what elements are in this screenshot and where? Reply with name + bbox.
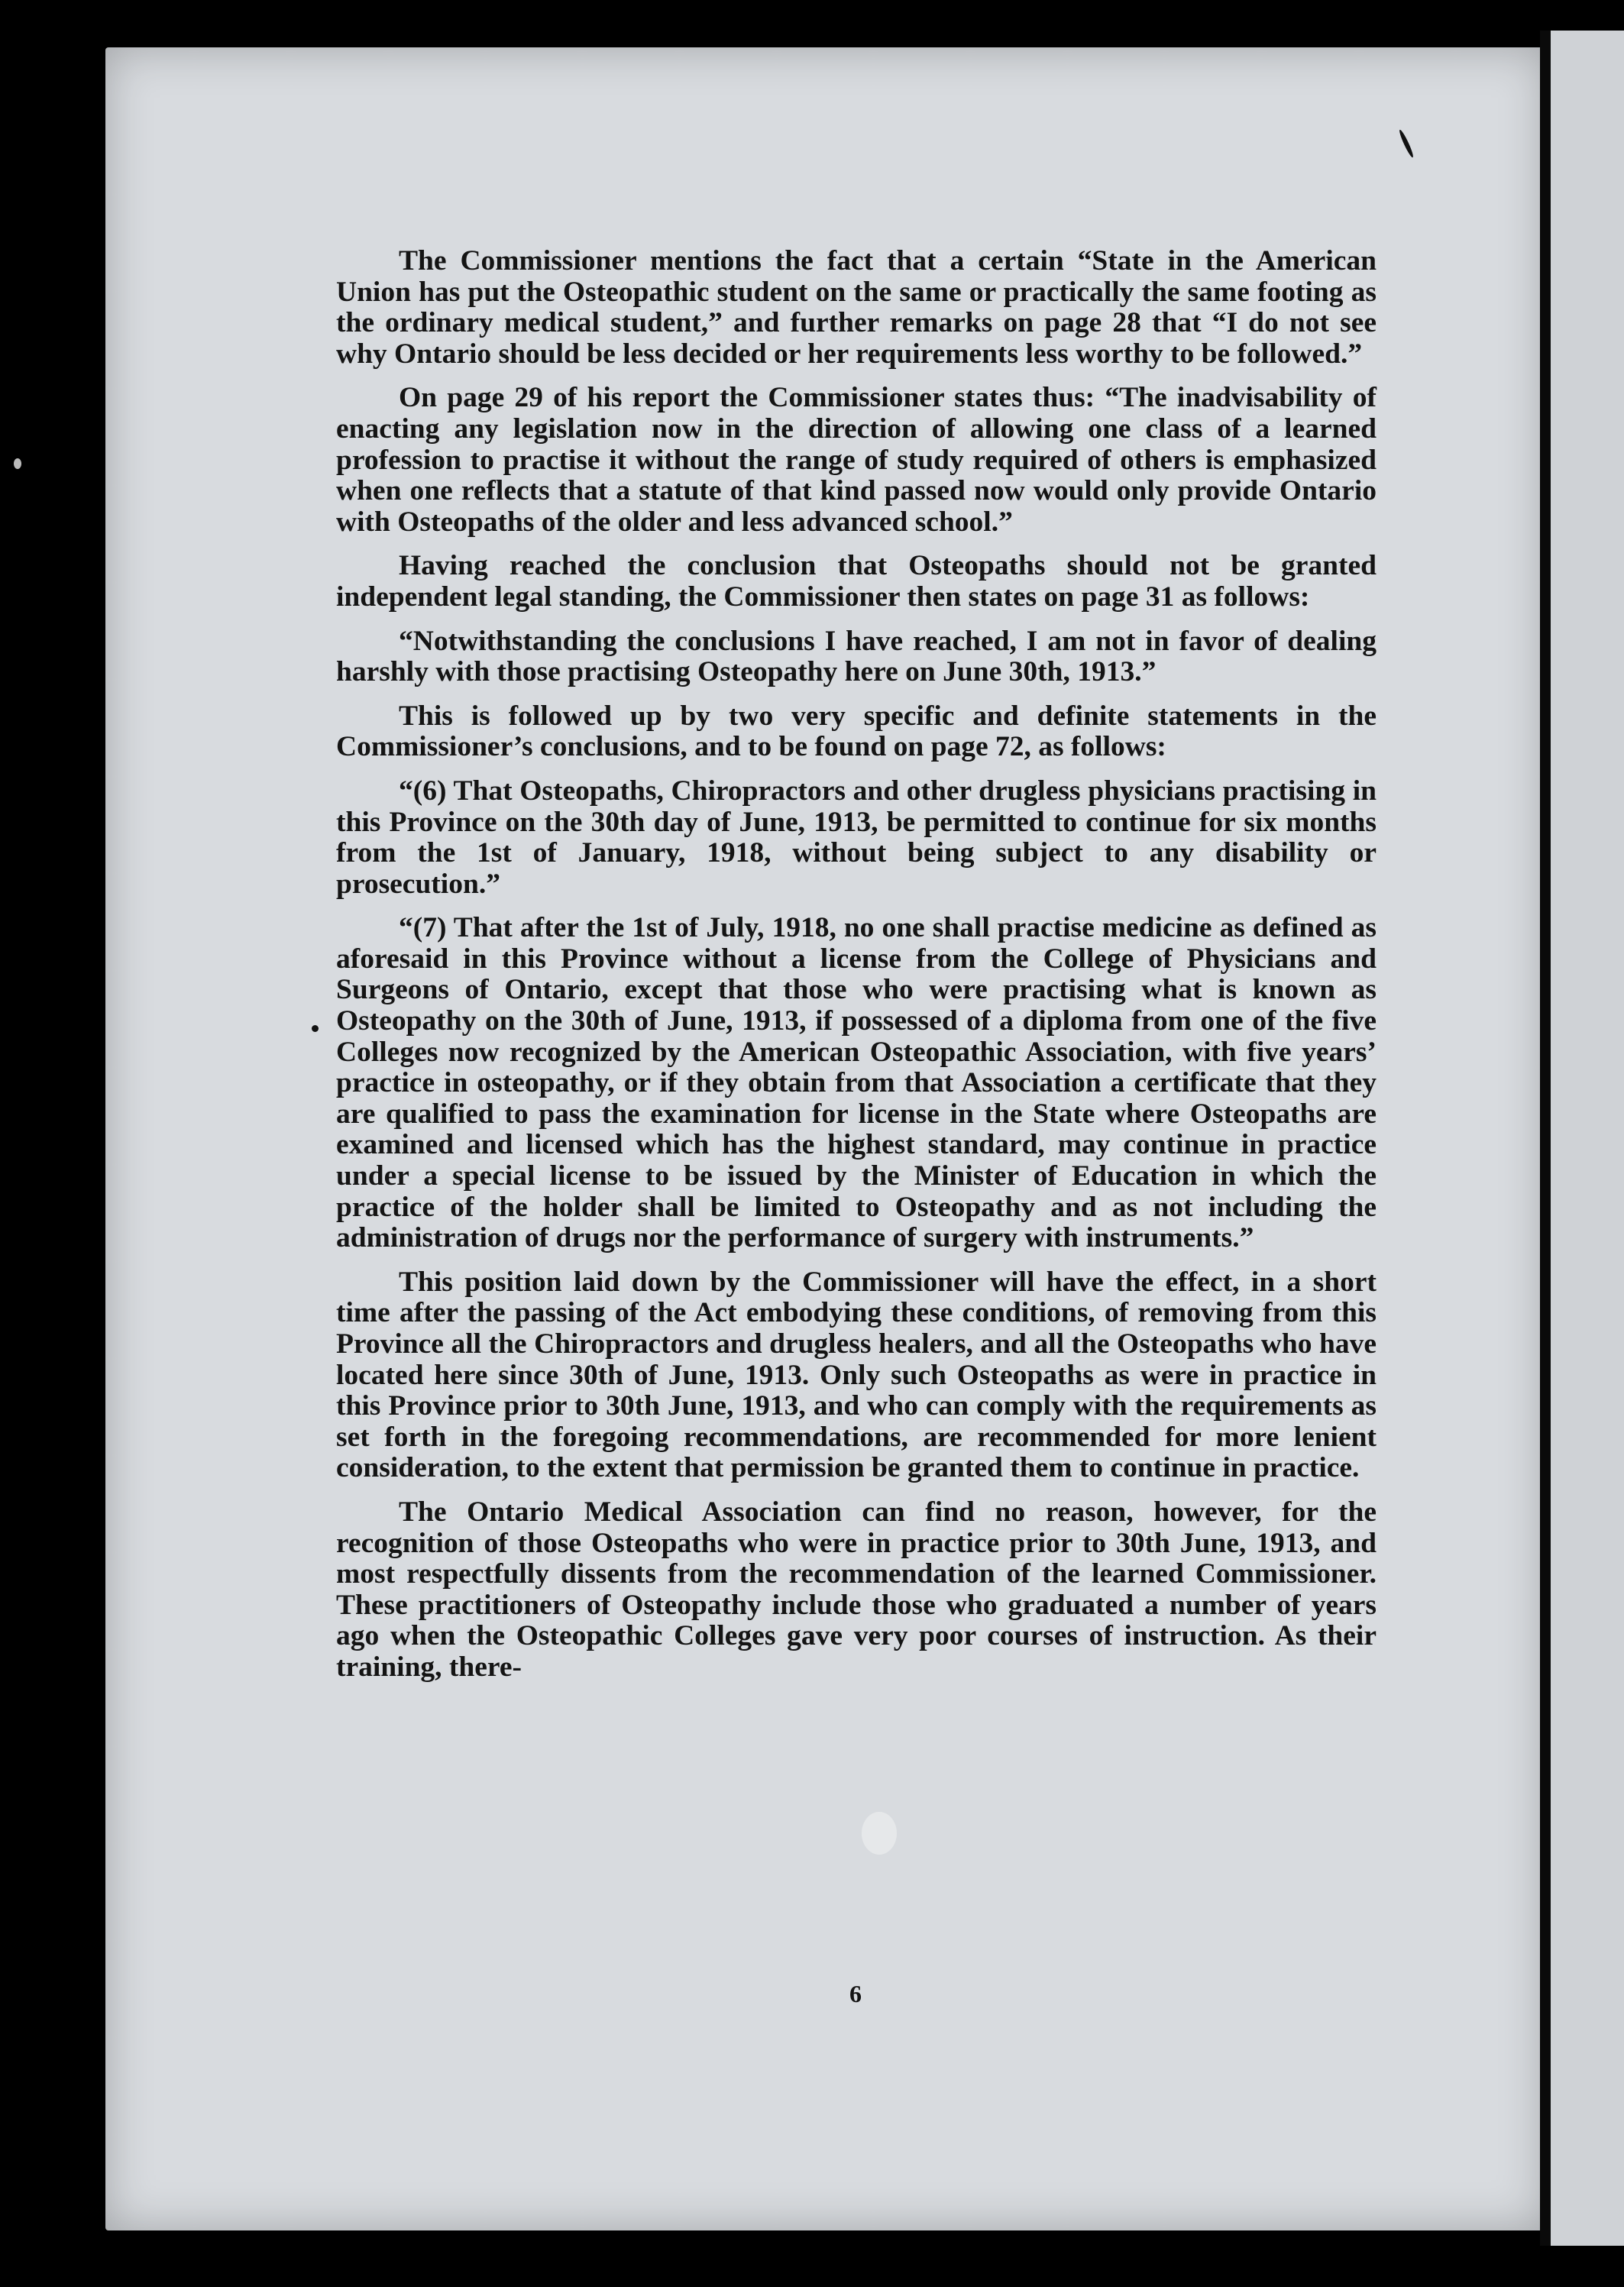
page-number: 6 bbox=[849, 1980, 862, 2007]
paragraph-position-effect: This position laid down by the Commissioner will have the effect, in a short time after the passing of the Act embodying these conditions, of removing from this Province all the Chiropractors and drugless healers, and all the Osteopaths who have located here since 30th of June, 1913. Only such Osteopaths as were in practice in this Province prior to 30th June, 1913, and who can comply with the requirements as set forth in the foregoing recommendations, are recommended for more lenient consideration, to the extent that permission be granted them to continue in practice. bbox=[336, 1266, 1377, 1484]
paragraph-specific-statements: This is followed up by two very specific and definite statements in the Commissioner’s conclusions, and to be found on page 72, as follows: bbox=[336, 700, 1377, 763]
paragraph-page-29-report: On page 29 of his report the Commissioner states thus: “The inadvisability of enacting any legislation now in the direction of allowing one class of a learned profession to practise it without the range of study required of others is emphasized when one reflects that a statute of that kind passed now would only provide Ontario with Osteopaths of the older and less advanced school.” bbox=[336, 382, 1377, 538]
scan-artifact bbox=[14, 458, 21, 469]
page-gutter bbox=[1540, 31, 1551, 2246]
paragraph-quote-notwithstanding: “Notwithstanding the conclusions I have reached, I am not in favor of dealing harshly with those practising Osteopathy here on June 30th, 1913.” bbox=[336, 625, 1377, 688]
scan-artifact bbox=[312, 1025, 319, 1032]
paragraph-commissioner-mentions: The Commissioner mentions the fact that a certain “State in the American Union has put the Osteopathic student on the same or practically the same footing as the ordinary medical student,” and further remarks on page 28 that “I do not see why Ontario should be less decided or her requirements less worthy to be followed.” bbox=[336, 245, 1377, 370]
paragraph-medical-association: The Ontario Medical Association can find no reason, however, for the recognition of those Osteopaths who were in practice prior to 30th June, 1913, and most respectfully dissents from the recommendation of the learned Commissioner. These practitioners of Osteopathy include those who graduated a number of years ago when the Osteopathic Colleges gave very poor courses of instruction. As their training, there- bbox=[336, 1496, 1377, 1683]
body-text bbox=[336, 246, 1377, 1697]
scan-artifact bbox=[862, 1812, 897, 1855]
adjacent-page-edge bbox=[1551, 31, 1624, 2246]
paragraph-conclusion-6: “(6) That Osteopaths, Chiropractors and other drugless physicians practising in this Province on the 30th day of June, 1913, be permitted to continue for six months from the 1st of January, 1918, without being subject to any disability or prosecution.” bbox=[336, 775, 1377, 900]
paragraph-conclusion-7: “(7) That after the 1st of July, 1918, no one shall practise medicine as defined as aforesaid in this Province without a license from the College of Physicians and Surgeons of Ontario, except that those who were practising what is known as Osteopathy on the 30th of June, 1913, if possessed of a diploma from one of the five Colleges now recognized by the American Osteopathic Association, with five years’ practice in osteopathy, or if they obtain from that Association a certificate that they are qualified to pass the examination for license in the State where Osteopaths are examined and licensed which has the highest standard, may continue in practice under a special license to be issued by the Minister of Education in which the practice of the holder shall be limited to Osteopathy and as not including the administration of drugs nor the performance of surgery with instruments.” bbox=[336, 912, 1377, 1254]
paragraph-conclusion-standing: Having reached the conclusion that Osteopaths should not be granted independent legal standing, the Commissioner then states on page 31 as follows: bbox=[336, 550, 1377, 613]
